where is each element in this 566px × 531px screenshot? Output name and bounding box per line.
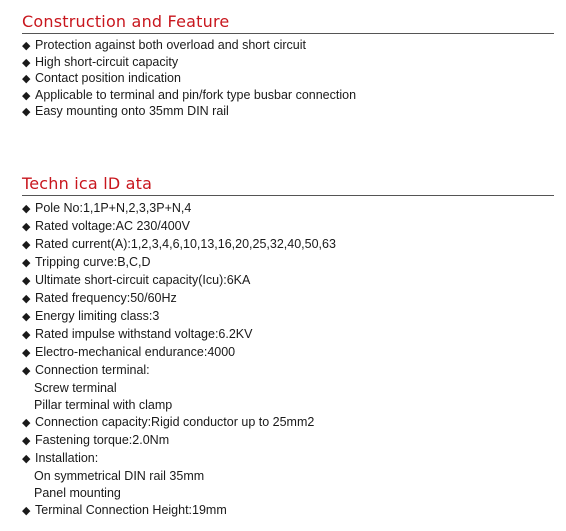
- technical-data-section: [22, 174, 554, 520]
- diamond-bullet-icon: ◆: [22, 347, 31, 359]
- construction-section: [22, 12, 554, 121]
- diamond-bullet-icon: ◆: [22, 435, 31, 447]
- spec-item: ◆ Ultimate short-circuit capacity(Icu):6KA: [22, 272, 554, 290]
- spec-item: ◆ Rated frequency:50/60Hz: [22, 290, 554, 308]
- spec-item: ◆ Rated impulse withstand voltage:6.2KV: [22, 326, 554, 344]
- diamond-bullet-icon: ◆: [22, 221, 31, 233]
- feature-item: ◆ Protection against both overload and short circuit: [22, 38, 554, 55]
- spec-item: ◆ Rated voltage:AC 230/400V: [22, 218, 554, 236]
- spec-item: ◆ Connection capacity:Rigid conductor up to 25mm2: [22, 414, 554, 432]
- feature-item: ◆ Contact position indication: [22, 71, 554, 88]
- diamond-bullet-icon: ◆: [22, 89, 31, 102]
- spec-item: ◆ Installation:: [22, 450, 554, 468]
- diamond-bullet-icon: ◆: [22, 275, 31, 287]
- diamond-bullet-icon: ◆: [22, 106, 31, 118]
- diamond-bullet-icon: ◆: [22, 329, 31, 341]
- diamond-bullet-icon: ◆: [22, 311, 31, 323]
- technical-data-title: Techn ica lD ata: [22, 174, 554, 196]
- spec-item: ◆ Connection terminal:: [22, 362, 554, 380]
- diamond-bullet-icon: ◆: [22, 365, 31, 377]
- spec-subitem: On symmetrical DIN rail 35mm: [34, 469, 205, 483]
- diamond-bullet-icon: ◆: [22, 73, 31, 85]
- spec-item: ◆ Terminal Connection Height:19mm: [22, 502, 554, 520]
- spec-item: ◆ Fastening torque:2.0Nm: [22, 432, 554, 450]
- spec-subitem: Pillar terminal with clamp: [34, 398, 173, 412]
- diamond-bullet-icon: ◆: [22, 203, 31, 215]
- feature-item: ◆ Easy mounting onto 35mm DIN rail: [22, 104, 554, 121]
- diamond-bullet-icon: ◆: [22, 293, 31, 305]
- feature-item: ◆ High short-circuit capacity: [22, 55, 554, 72]
- diamond-bullet-icon: ◆: [22, 505, 31, 517]
- spec-item: ◆ Rated current(A):1,2,3,4,6,10,13,16,20,25,32,40,50,63: [22, 236, 554, 254]
- spec-item: ◆ Pole No:1,1P+N,2,3,3P+N,4: [22, 200, 554, 218]
- spec-item: ◆ Electro-mechanical endurance:4000: [22, 344, 554, 362]
- diamond-bullet-icon: ◆: [22, 417, 31, 429]
- diamond-bullet-icon: ◆: [22, 239, 31, 251]
- diamond-bullet-icon: ◆: [22, 56, 31, 69]
- spec-subitem: Screw terminal: [34, 381, 117, 395]
- diamond-bullet-icon: ◆: [22, 453, 31, 465]
- spec-item: ◆ Energy limiting class:3: [22, 308, 554, 326]
- diamond-bullet-icon: ◆: [22, 40, 31, 52]
- diamond-bullet-icon: ◆: [22, 257, 31, 269]
- spec-item: ◆ Tripping curve:B,C,D: [22, 254, 554, 272]
- spec-subitem: Panel mounting: [34, 486, 121, 500]
- feature-item: ◆ Applicable to terminal and pin/fork type busbar connection: [22, 88, 554, 105]
- construction-title: Construction and Feature: [22, 12, 554, 34]
